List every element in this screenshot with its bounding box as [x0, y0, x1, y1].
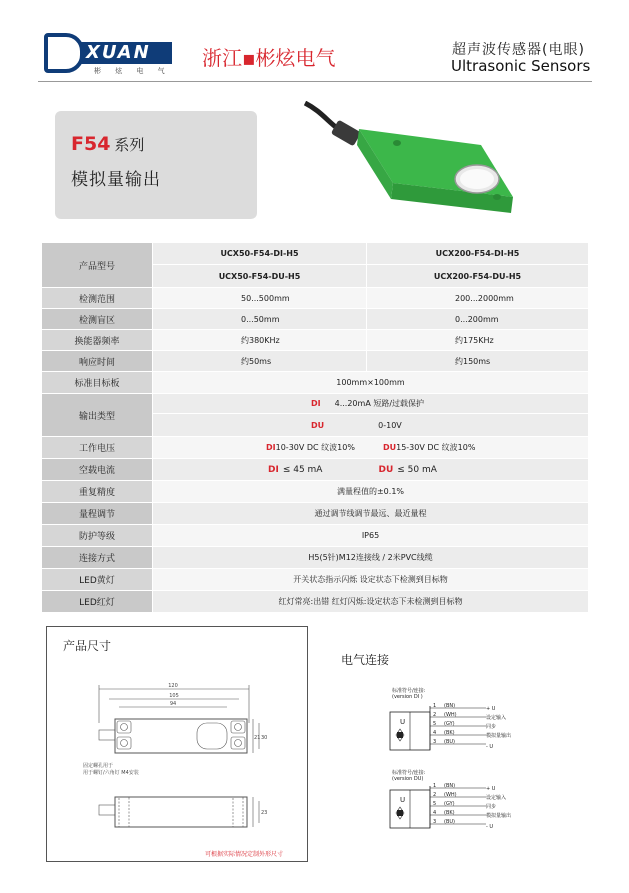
di-func-teach: 设定输入 [486, 715, 507, 721]
doc-title-cn: 超声波传感器(电眼) [452, 42, 585, 58]
hole-note-line2: 用于螺钉/六角钉 M4安装 [83, 770, 139, 776]
spec-value-target: 100mm×100mm [153, 372, 588, 393]
di-pin-3: 3 [433, 739, 437, 745]
model-b2: UCX200-F54-DU-H5 [433, 271, 522, 281]
du-pin-3: 3 [433, 819, 437, 825]
model-a2: UCX50-F54-DU-H5 [218, 271, 301, 281]
column-separator [366, 330, 367, 350]
dimension-title: 产品尺寸 [63, 639, 112, 653]
di-pin-5: 5 [433, 721, 437, 727]
output-du-line [153, 415, 588, 436]
blind-b: 0...200mm [455, 314, 499, 324]
spec-row-freq [42, 330, 588, 351]
dimension-panel [46, 626, 308, 862]
custom-shape-note: 可根据实际情况定制外形尺寸 [205, 851, 284, 858]
di-u-letter: U [400, 718, 406, 726]
model-a1: UCX50-F54-DI-H5 [220, 249, 299, 258]
series-model: F54 [71, 133, 111, 155]
di-func-plus: + U [486, 706, 496, 712]
spec-value-current [153, 459, 588, 480]
output-di-tag: DI [311, 399, 321, 408]
di-pin-4: 4 [433, 730, 437, 736]
logo-b-mark [44, 33, 84, 73]
spec-label-led-yellow: LED黄灯 [42, 569, 152, 590]
spec-value-freq [153, 330, 588, 350]
di-wire-bn: (BN) [444, 703, 456, 709]
du-wire-gy: (GY) [444, 801, 455, 807]
du-u-letter: U [400, 796, 406, 804]
du-func-teach: 设定输入 [486, 795, 507, 801]
spec-row-repeat [42, 481, 588, 503]
dim-120: 120 [168, 683, 178, 689]
blind-a: 0...50mm [241, 314, 280, 324]
du-pin-1: 1 [433, 783, 437, 789]
spec-value-repeat: 满量程值的±0.1% [153, 481, 588, 502]
spec-row-current [42, 459, 588, 481]
du-wire-wh: (WH) [444, 792, 457, 798]
output-du-value: 0-10V [378, 421, 402, 430]
output-di-line [153, 394, 588, 414]
volt-di-value: 10-30V DC 纹波10% [275, 443, 355, 452]
spec-row-adjust [42, 503, 588, 525]
volt-di-tag: DI [266, 443, 276, 452]
header-divider [38, 81, 592, 82]
spec-label-repeat: 重复精度 [42, 481, 152, 502]
column-separator [366, 288, 367, 308]
di-wire-gy: (GY) [444, 721, 455, 727]
model-line-1 [153, 243, 588, 265]
series-panel [55, 111, 257, 219]
di-symbol [390, 706, 430, 750]
dim-21: 21 [254, 735, 261, 741]
di-wire-bu: (BU) [444, 739, 455, 745]
du-pin-5: 5 [433, 801, 437, 807]
column-separator [366, 351, 367, 371]
du-func-minus: - U [486, 824, 494, 830]
di-func-minus: - U [486, 744, 494, 750]
spec-label-current: 空载电流 [42, 459, 152, 480]
spec-row-range [42, 288, 588, 309]
du-symbol [390, 786, 430, 828]
brand-logo [44, 33, 174, 73]
spec-label-connection: 连接方式 [42, 547, 152, 568]
model-b1: UCX200-F54-DI-H5 [435, 249, 520, 258]
du-pin-4: 4 [433, 810, 437, 816]
spec-label-resp: 响应时间 [42, 351, 152, 371]
range-b: 200...2000mm [455, 293, 514, 303]
freq-b: 约175KHz [455, 335, 494, 345]
di-pin-2: 2 [433, 712, 437, 718]
dim-23: 23 [261, 810, 268, 816]
spec-row-target [42, 372, 588, 394]
curr-di-value: ≤ 45 mA [282, 464, 323, 475]
du-label-2: (version DU) [392, 776, 424, 782]
spec-value-output [153, 394, 588, 436]
du-func-analog: 模拟量输出 [486, 813, 512, 819]
spec-row-model [42, 243, 588, 288]
spec-value-voltage [153, 437, 588, 458]
spec-value-resp [153, 351, 588, 371]
spec-value-led-yellow: 开关状态指示闪烁 设定状态下检测到目标物 [153, 569, 588, 590]
spec-label-model: 产品型号 [42, 243, 152, 287]
spec-row-led-yellow [42, 569, 588, 591]
spec-value-model [153, 243, 588, 287]
spec-value-blind [153, 309, 588, 329]
spec-label-blind: 检测盲区 [42, 309, 152, 329]
dimension-drawing [47, 627, 307, 861]
spec-label-target: 标准目标板 [42, 372, 152, 393]
column-separator [366, 243, 367, 287]
spec-label-led-red: LED红灯 [42, 591, 152, 612]
series-title [71, 133, 144, 155]
output-di-value: 4...20mA 短路/过载保护 [334, 399, 425, 408]
di-wire-wh: (WH) [444, 712, 457, 718]
di-wire-bk: (BK) [444, 730, 455, 736]
du-label-1: 标准符号/连接: [392, 770, 426, 776]
electrical-title: 电气连接 [341, 653, 390, 667]
range-a: 50...500mm [241, 293, 290, 303]
du-wire-bk: (BK) [444, 810, 455, 816]
spec-label-freq: 换能器频率 [42, 330, 152, 350]
spec-row-led-red [42, 591, 588, 613]
spec-row-protection [42, 525, 588, 547]
series-suffix: 系列 [114, 136, 145, 154]
di-func-sync: 同步 [486, 724, 497, 730]
wiring-diagrams [386, 686, 526, 836]
spec-row-output [42, 394, 588, 437]
freq-a: 约380KHz [241, 335, 280, 345]
curr-du-value: ≤ 50 mA [397, 464, 437, 475]
du-wire-bu: (BU) [444, 819, 455, 825]
di-func-analog: 模拟量输出 [486, 733, 512, 739]
spec-value-led-red: 红灯常亮:出错 红灯闪烁:设定状态下未检测到目标物 [153, 591, 588, 612]
spec-row-voltage [42, 437, 588, 459]
dim-94: 94 [169, 701, 177, 707]
volt-du-value: 15-30V DC 纹波10% [396, 443, 476, 452]
di-label-2: (version DI ) [392, 694, 423, 700]
resp-b: 约150ms [455, 356, 491, 366]
du-pin-2: 2 [433, 792, 437, 798]
spec-row-blind [42, 309, 588, 330]
spec-row-connection [42, 547, 588, 569]
spec-value-connection: H5(5针)M12连接线 / 2米PVC线缆 [153, 547, 588, 568]
di-pin-1: 1 [433, 703, 437, 709]
du-func-sync: 同步 [486, 804, 497, 810]
spec-label-voltage: 工作电压 [42, 437, 152, 458]
hole-note-line1: 固定螺孔用于 [83, 763, 114, 769]
model-line-2 [153, 265, 588, 287]
curr-du-tag: DU [378, 464, 394, 475]
dim-105: 105 [169, 693, 179, 699]
spec-label-adjust: 量程调节 [42, 503, 152, 524]
series-subtitle: 模拟量输出 [71, 170, 161, 190]
spec-value-adjust: 通过调节线调节最远、最近量程 [153, 503, 588, 524]
spec-label-output: 输出类型 [42, 394, 152, 436]
spec-value-protection: IP65 [153, 525, 588, 546]
curr-di-tag: DI [268, 464, 279, 475]
logo-subtext: 彬 炫 电 气 [94, 67, 171, 75]
output-du-tag: DU [311, 421, 325, 430]
di-label-1: 标准符号/连接: [392, 688, 426, 694]
product-photo [301, 101, 521, 229]
spec-label-range: 检测范围 [42, 288, 152, 308]
doc-title-en: Ultrasonic Sensors [451, 57, 591, 75]
company-name: 浙江▪彬炫电气 [202, 46, 336, 70]
logo-text: XUAN [86, 42, 151, 63]
volt-du-tag: DU [382, 443, 397, 452]
spec-label-protection: 防护等级 [42, 525, 152, 546]
spec-row-resp [42, 351, 588, 372]
column-separator [366, 309, 367, 329]
du-func-plus: + U [486, 786, 496, 792]
spec-value-range [153, 288, 588, 308]
resp-a: 约50ms [241, 356, 272, 366]
du-wire-bn: (BN) [444, 783, 456, 789]
dim-30: 30 [261, 735, 268, 741]
